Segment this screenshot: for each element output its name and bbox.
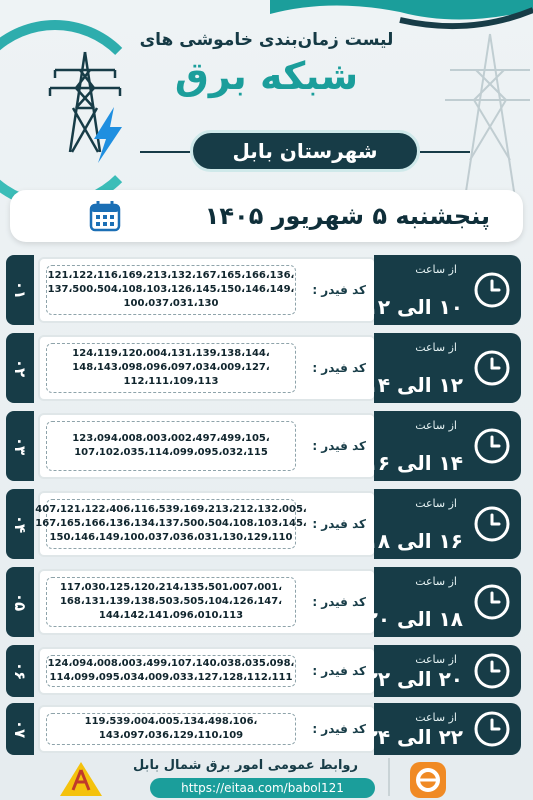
time-range: ۱۸ الی ۲۰ xyxy=(365,607,463,631)
feeder-code-line: 407،121،122،406،116،539،169،213،212،132،005، xyxy=(35,504,307,515)
tavanir-logo-icon xyxy=(58,760,104,798)
channel-link[interactable]: https://eitaa.com/babol121 xyxy=(150,778,375,798)
feeder-code-line: 148،143،098،096،097،034،009،127، xyxy=(72,362,270,373)
row-number-text: ۰۷ xyxy=(11,719,29,739)
title-line1: لیست زمان‌بندی خاموشی های xyxy=(139,30,394,50)
feeder-code-line: 137،500،504،108،103،126،145،150،146،149، xyxy=(47,284,295,295)
from-label: از ساعت xyxy=(415,497,457,510)
divider xyxy=(388,758,390,796)
feeder-code-line: 144،142،141،096،010،113 xyxy=(98,610,244,621)
schedule-row xyxy=(6,645,521,697)
feeder-code-line: 100،037،031،130 xyxy=(123,298,219,309)
feeder-codes-box xyxy=(38,705,376,753)
date-text: پنجشنبه ۵ شهریور ۱۴۰۵ xyxy=(204,202,490,230)
time-slot xyxy=(365,703,521,755)
feeder-codes xyxy=(46,713,296,745)
feeder-codes xyxy=(35,499,307,549)
feeder-label: کد فیدر : xyxy=(312,283,366,297)
feeder-codes xyxy=(46,577,296,627)
eitaa-logo-icon xyxy=(408,760,448,800)
clock-icon xyxy=(473,652,511,690)
feeder-label: کد فیدر : xyxy=(312,439,366,453)
row-number-text: ۰۲ xyxy=(11,358,29,378)
divider xyxy=(140,151,190,153)
schedule-row xyxy=(6,489,521,559)
feeder-code-line: 143،097،036،129،110،109 xyxy=(98,730,244,741)
header xyxy=(0,30,533,98)
feeder-code-line: 114،099،095،034،009،033،127،128،112،111 xyxy=(49,672,293,683)
row-number xyxy=(6,411,34,481)
schedule-row xyxy=(6,567,521,637)
time-range: ۲۰ الی ۲۲ xyxy=(365,667,463,691)
divider xyxy=(420,151,470,153)
date-bar xyxy=(10,190,523,242)
feeder-codes-box xyxy=(38,569,376,635)
schedule-row xyxy=(6,411,521,481)
title-line2: شبکه برق xyxy=(174,54,359,98)
clock-icon xyxy=(473,427,511,465)
feeder-codes-box xyxy=(38,335,376,401)
time-range: ۱۴ الی ۱۶ xyxy=(365,451,463,475)
from-label: از ساعت xyxy=(415,263,457,276)
feeder-code-line: 107،102،035،114،099،095،032،115 xyxy=(74,447,268,458)
city-badge: شهرستان بابل xyxy=(190,130,420,172)
feeder-code-line: 124،094،008،003،499،107،140،038،035،098، xyxy=(47,658,295,669)
time-slot xyxy=(365,255,521,325)
clock-icon xyxy=(473,505,511,543)
time-slot xyxy=(365,333,521,403)
lightning-icon xyxy=(88,105,128,165)
feeder-code-line: 124،119،120،004،131،139،138،144، xyxy=(72,348,270,359)
footer-title: روابط عمومی امور برق شمال بابل xyxy=(132,758,358,773)
time-slot xyxy=(365,411,521,481)
feeder-codes-box xyxy=(38,647,376,695)
row-number-text: ۰۳ xyxy=(11,436,29,456)
feeder-codes xyxy=(46,265,296,315)
row-number xyxy=(6,489,34,559)
schedule-row xyxy=(6,333,521,403)
feeder-code-line: 117،030،125،120،214،135،501،007،001، xyxy=(59,582,283,593)
feeder-code-line: 168،131،139،138،503،505،104،126،147، xyxy=(59,596,283,607)
row-number-text: ۰۶ xyxy=(11,661,29,681)
from-label: از ساعت xyxy=(415,575,457,588)
feeder-label: کد فیدر : xyxy=(312,595,366,609)
feeder-codes xyxy=(46,655,296,687)
feeder-codes-box xyxy=(38,413,376,479)
row-number xyxy=(6,333,34,403)
feeder-codes-box xyxy=(35,491,376,557)
row-number-text: ۰۵ xyxy=(11,592,29,612)
feeder-code-line: 150،146،149،100،037،036،031،130،129،110 xyxy=(49,532,293,543)
time-slot xyxy=(365,489,521,559)
feeder-code-line: 167،165،166،136،134،137،500،504،108،103،145، xyxy=(35,518,307,529)
feeder-label: کد فیدر : xyxy=(312,517,366,531)
clock-icon xyxy=(473,271,511,309)
time-range: ۱۶ الی ۱۸ xyxy=(365,529,463,553)
time-range: ۱۲ الی ۱۴ xyxy=(365,373,463,397)
calendar-icon xyxy=(88,199,122,233)
from-label: از ساعت xyxy=(415,711,457,724)
feeder-code-line: 123،094،008،003،002،497،499،105، xyxy=(72,433,270,444)
from-label: از ساعت xyxy=(415,419,457,432)
feeder-code-line: 112،111،109،113 xyxy=(123,376,219,387)
schedule-row xyxy=(6,255,521,325)
from-label: از ساعت xyxy=(415,341,457,354)
clock-icon xyxy=(473,349,511,387)
footer xyxy=(0,752,533,800)
row-number xyxy=(6,255,34,325)
time-range: ۱۰ الی ۱۲ xyxy=(365,295,463,319)
feeder-codes xyxy=(46,421,296,471)
feeder-codes-box xyxy=(38,257,376,323)
row-number-text: ۰۱ xyxy=(11,280,29,300)
feeder-code-line: 121،122،116،169،213،132،167،165،166،136، xyxy=(47,270,295,281)
row-number xyxy=(6,567,34,637)
feeder-label: کد فیدر : xyxy=(312,664,366,678)
clock-icon xyxy=(473,710,511,748)
row-number-text: ۰۴ xyxy=(11,514,29,534)
time-slot xyxy=(365,567,521,637)
row-number xyxy=(6,703,34,755)
clock-icon xyxy=(473,583,511,621)
feeder-codes xyxy=(46,343,296,393)
schedule-row xyxy=(6,703,521,755)
time-range: ۲۲ الی ۲۴ xyxy=(365,725,463,749)
from-label: از ساعت xyxy=(415,653,457,666)
row-number xyxy=(6,645,34,697)
feeder-code-line: 119،539،004،005،134،498،106، xyxy=(84,716,258,727)
feeder-label: کد فیدر : xyxy=(312,722,366,736)
time-slot xyxy=(365,645,521,697)
feeder-label: کد فیدر : xyxy=(312,361,366,375)
